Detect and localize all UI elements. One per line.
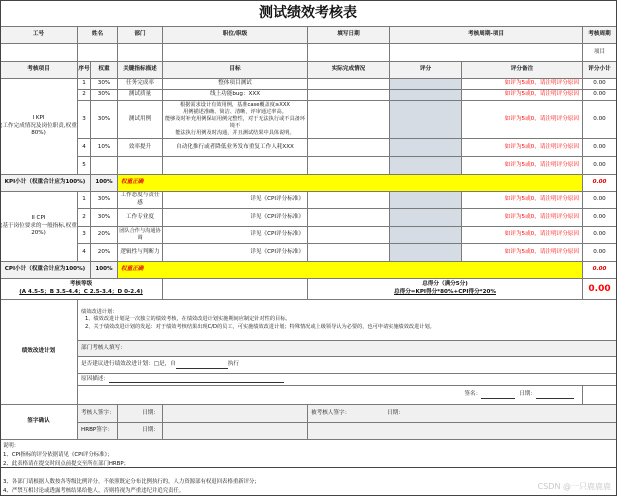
kpi-row-2-subtotal: 0.00 [583,90,617,101]
kpi-row-4-score[interactable] [390,139,462,157]
kpi-row-4-target[interactable]: 自动化推行或者降低业务发布重复工作人耗XXX [163,139,308,157]
hrbp-date-field[interactable] [163,423,308,440]
dept-reviewer-field[interactable]: 部门考核人填写： [78,341,617,357]
cpi-row-4-indicator[interactable]: 逻辑性与判断力 [118,244,163,262]
cpi-row-4-index: 4 [78,244,91,262]
cpi-row-3-actual[interactable] [308,227,390,244]
period-field[interactable]: 项目 [583,44,617,62]
notes-title: 说明： [3,443,20,449]
kpi-subtotal-label: KPI小计（权重合计应为100%) [0,175,91,192]
kpi-row-1-target[interactable]: 整体项目测试 [163,79,308,90]
kpi-row-5-score[interactable] [390,157,462,175]
cpi-row-3-weight[interactable]: 20% [91,227,118,244]
cpi-row-1-actual[interactable] [308,192,390,209]
improvement-sign-row [78,386,583,405]
kpi-row-1-index: 1 [78,79,91,90]
hrbp-sign-label: HRBP签字： [78,423,118,440]
col-category: 考核项目 [0,62,78,79]
kpi-row-5-target[interactable] [163,157,308,175]
kpi-row-5-index: 5 [78,157,91,175]
hrbp-extra-field[interactable] [308,423,617,440]
cpi-row-4-weight[interactable]: 20% [91,244,118,262]
cpi-row-4-score[interactable] [390,244,462,262]
grade-cell [0,279,163,300]
reviewer-date-label: 日期： [118,405,163,423]
kpi-row-3-indicator[interactable]: 测试用例 [118,101,163,139]
kpi-row-1-score[interactable] [390,79,462,90]
reason-label: 原因描述： [81,375,109,382]
col-index: 序号 [78,62,91,79]
sign-label: 签名： [464,391,482,398]
kpi-row-3-score[interactable] [390,101,462,139]
kpi-row-4-actual[interactable] [308,139,390,157]
notes-left-border [0,440,1,496]
kpi-category-title: I KPI [32,115,45,122]
cpi-row-2-target[interactable]: 详见《CPI评分标准》 [163,209,308,227]
notes-bottom-border [0,495,617,496]
kpi-row-5-subtotal: 0.00 [583,157,617,175]
cpi-row-4-note[interactable]: 如评为5或0，请注明评分原因 [462,244,583,262]
cpi-row-1-subtotal: 0.00 [583,192,617,209]
watermark: CSDN @一只鹿鹿鹿 [537,482,611,491]
kpi-row-3-note[interactable]: 如评为5或0，请注明评分原因 [462,101,583,139]
improvement-suggest-field[interactable] [78,357,617,374]
kpi-row-1-note[interactable]: 如评为5或0，请注明评分原因 [462,79,583,90]
position-field[interactable] [163,44,308,62]
reason-field[interactable] [78,374,617,386]
kpi-weight-status: 权重正确 [118,175,583,192]
suggest-suffix: 执行 [227,361,239,368]
kpi-row-4-note[interactable]: 如评为5或0，请注明评分原因 [462,139,583,157]
improvement-description [78,300,617,341]
col-subtotal: 评分小计 [583,62,617,79]
label-period-project: 考核周期-项目 [390,27,583,44]
sign-date-blank[interactable] [536,392,574,399]
kpi-row-4-indicator[interactable]: 效率提升 [118,139,163,157]
cpi-row-2-indicator[interactable]: 工作专业度 [118,209,163,227]
kpi-row-1-actual[interactable] [308,79,390,90]
reviewee-sign-label: 被考核人签字： [311,409,351,416]
kpi-row-3-target[interactable] [163,101,308,139]
improvement-label: 绩效改进计划 [0,300,78,405]
kpi-row-5-weight[interactable] [91,157,118,175]
cpi-row-1-target[interactable]: 详见《CPI评分标准》 [163,192,308,209]
col-weight: 权重 [91,62,118,79]
cpi-category [0,192,78,262]
notes-section [0,440,617,468]
sign-blank[interactable] [481,392,515,399]
total-score-value: 0.00 [583,279,617,300]
cpi-row-1-weight[interactable]: 30% [91,192,118,209]
improvement-item: 1、绩效改进计划是一次独立的绩效考核，在绩效改进计划实施期间应制定针对性的目标。 [85,316,291,323]
cpi-row-2-actual[interactable] [308,209,390,227]
cpi-subtotal-label: CPI小计（权重合计应为100%) [0,262,91,279]
col-actual: 实际完成情况 [308,62,390,79]
kpi-category-desc: (工作完成情况及岗位职责,权重80%) [0,122,77,137]
col-score-note: 评分备注 [462,62,583,79]
target-line: 能够及时补充用例保证用例完整性，对于无法执行或不具备环境不 [164,115,306,129]
cpi-row-4-subtotal: 0.00 [583,244,617,262]
cpi-subtotal-value: 0.00 [583,262,617,279]
kpi-row-4-index: 4 [78,139,91,157]
reviewer-sign-label: 考核人签字： [78,405,118,423]
improvement-item: 2、关于绩效改进计划的发起：对于绩效考核结果出现C/D的员工，可实施绩效改进计划；特殊情况或上级领导认为必要的，也可申请实施绩效改进计划。 [85,323,435,330]
suggest-prefix: 是否建议进行绩效改进计划：□是，自 [81,361,176,368]
cpi-row-1-indicator[interactable]: 工作态度与责任感 [118,192,163,209]
fill-date-field[interactable] [308,44,390,62]
total-score-formula: 总得分=KPI得分*80%+CPI得分*20% [394,289,496,295]
kpi-row-1-weight[interactable]: 30% [91,79,118,90]
cpi-row-2-subtotal: 0.00 [583,209,617,227]
kpi-row-1-indicator[interactable]: 任务完成率 [118,79,163,90]
cpi-row-4-target[interactable]: 详见《CPI评分标准》 [163,244,308,262]
label-name: 姓名 [78,27,118,44]
kpi-row-3-subtotal: 0.00 [583,101,617,139]
grade-scale: (A 4.5-5；B 3.5-4.4；C 2.5-3.4；D 0-2.4) [19,289,143,295]
col-indicator: 关键指标描述 [118,62,163,79]
employee-id-field[interactable] [0,44,78,62]
kpi-row-1-subtotal: 0.00 [583,79,617,90]
cpi-row-2-weight[interactable]: 30% [91,209,118,227]
sign-date-label: 日期： [519,391,536,398]
reviewee-sign-field[interactable] [308,405,617,423]
department-field[interactable] [118,44,163,62]
total-score-cell [308,279,583,300]
reviewee-date-label: 日期： [387,409,404,416]
hrbp-date-label: 日期： [118,423,163,440]
kpi-subtotal-value: 0.00 [583,175,617,192]
kpi-row-2-note[interactable]: 如评为5或0，请注明评分原因 [462,90,583,101]
kpi-row-5-indicator[interactable] [118,157,163,175]
kpi-row-5-actual[interactable] [308,157,390,175]
target-line: 用例描述准确、简洁、清晰，评审通过率高。 [183,108,287,115]
kpi-row-2-indicator[interactable]: 测试质量 [118,90,163,101]
reviewer-date-field[interactable] [163,405,308,423]
cpi-row-4-actual[interactable] [308,244,390,262]
cpi-row-3-indicator[interactable]: 团队合作与沟通协调 [118,227,163,244]
reason-blank[interactable] [109,376,284,383]
kpi-row-2-weight[interactable]: 30% [91,90,118,101]
suggest-date-blank[interactable] [176,362,228,369]
kpi-row-3-index: 3 [78,101,91,139]
name-field[interactable] [78,44,118,62]
kpi-row-4-subtotal: 0.00 [583,139,617,157]
improvement-side-cell [583,386,617,405]
cpi-category-desc: (基于岗位要求的一般指标,权重20%) [0,222,77,237]
label-fill-date: 填写日期 [308,27,390,44]
total-score-label: 总得分（满分5分) [422,281,468,288]
col-score: 评分 [390,62,462,79]
note-item: 1、CPI指标的评分依据请见《CPI评分标准》； [3,452,113,458]
kpi-row-2-target[interactable]: 线上功能bug：XXX [163,90,308,101]
note-item: 4、严禁互相讨论或透露考核结果给他人，否则将视为严重违纪并追究责任。 [3,488,185,494]
kpi-row-2-actual[interactable] [308,90,390,101]
cpi-row-2-score[interactable] [390,209,462,227]
cpi-row-2-index: 2 [78,209,91,227]
target-line: 根据需求设计有效用例，基准case覆盖度≥XXX [180,101,290,108]
cpi-row-1-index: 1 [78,192,91,209]
improvement-intro: 绩效改进计划： [81,309,118,316]
cpi-row-2-note[interactable]: 如评为5或0，请注明评分原因 [462,209,583,227]
kpi-row-3-weight[interactable]: 30% [91,101,118,139]
cpi-subtotal-weight: 100% [91,262,118,279]
cpi-row-3-score[interactable] [390,227,462,244]
kpi-row-5-note[interactable]: 如评为5或0，请注明评分原因 [462,157,583,175]
note-item: 3、各部门请根据人数按各等级比例评分，不依照既定分布比例执行的，人力资源部有权退回表格重新评分； [3,479,260,485]
kpi-row-2-index: 2 [78,90,91,101]
label-employee-id: 工号 [0,27,78,44]
cpi-row-3-index: 3 [78,227,91,244]
cpi-weight-status: 权重正确 [118,262,583,279]
kpi-subtotal-weight: 100% [91,175,118,192]
col-target: 目标 [163,62,308,79]
cpi-row-3-note[interactable]: 如评为5或0，请注明评分原因 [462,227,583,244]
kpi-category [0,79,78,175]
note-item: 2、此表格请在提交时间点前提交至所在部门HRBP； [3,461,129,467]
grade-label: 考核等级 [69,281,93,288]
cpi-row-1-score[interactable] [390,192,462,209]
label-department: 部门 [118,27,163,44]
cpi-category-title: II CPI [31,215,46,222]
grade-value-field[interactable] [163,279,308,300]
kpi-row-4-weight[interactable]: 10% [91,139,118,157]
label-position: 职位/职级 [163,27,308,44]
period-project-field[interactable] [390,44,583,62]
page-title: 测试绩效考核表 [0,0,617,27]
kpi-row-2-score[interactable] [390,90,462,101]
cpi-row-1-note[interactable]: 如评为5或0，请注明评分原因 [462,192,583,209]
label-period: 考核周期 [583,27,617,44]
cpi-row-3-subtotal: 0.00 [583,227,617,244]
kpi-row-3-actual[interactable] [308,101,390,139]
target-line: 能法执行用例及时沟通，并且测试结果中具体说明。 [175,130,295,137]
signature-label: 签字确认 [0,405,78,440]
cpi-row-3-target[interactable]: 详见《CPI评分标准》 [163,227,308,244]
